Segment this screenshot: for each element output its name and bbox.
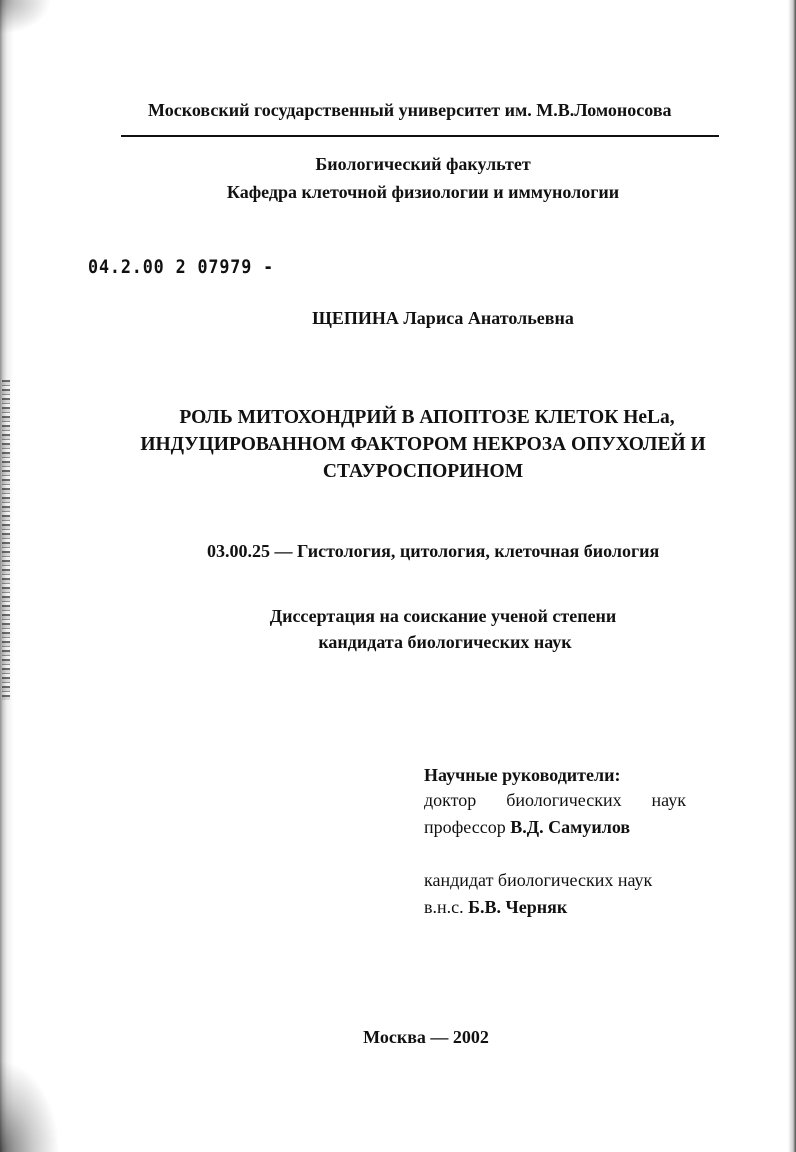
- supervisor-2-title: [424, 897, 567, 918]
- department-name: Кафедра клеточной физиологии и иммунологии: [226, 182, 620, 202]
- supervisor-1-title-prefix: профессор: [424, 817, 511, 837]
- supervisor-1-degree-word-1: доктор: [424, 790, 477, 810]
- thesis-title-line-2: ИНДУЦИРОВАННОМ ФАКТОРОМ НЕКРОЗА ОПУХОЛЕЙ И: [140, 434, 706, 455]
- city-and-year: Москва — 2002: [363, 1027, 489, 1047]
- supervisor-1-degree-word-3: наук: [651, 790, 686, 810]
- supervisor-2-degree: кандидат биологических наук: [424, 870, 653, 890]
- supervisor-1-degree: [424, 790, 686, 811]
- scan-corner-top-left: [0, 0, 60, 40]
- thesis-title-line-3: СТАУРОСПОРИНОМ: [322, 461, 524, 482]
- supervisor-2-name: Б.В. Черняк: [468, 897, 568, 917]
- archive-stamp-code: 04.2.00 2 07979 -: [88, 256, 275, 278]
- degree-statement-line-1: Диссертация на соискание ученой степени: [269, 606, 617, 626]
- university-name: Московский государственный университет им. М.В.Ломоносова: [148, 100, 672, 120]
- scan-corner-bottom-left: [0, 1060, 60, 1152]
- supervisor-1-title: [424, 817, 630, 838]
- header-divider: [121, 135, 719, 137]
- supervisor-1-name: В.Д. Самуилов: [510, 817, 631, 837]
- author-name: ЩЕПИНА Лариса Анатольевна: [312, 308, 574, 328]
- thesis-title-line-1: РОЛЬ МИТОХОНДРИЙ В АПОПТОЗЕ КЛЕТОК HeLa,: [179, 407, 675, 428]
- supervisor-2-title-prefix: в.н.с.: [424, 897, 469, 917]
- degree-statement-line-2: кандидата биологических наук: [318, 632, 572, 652]
- faculty-name: Биологический факультет: [315, 154, 531, 174]
- supervisors-heading: Научные руководители:: [424, 765, 621, 785]
- supervisor-1-degree-word-2: биологических: [506, 790, 622, 810]
- specialty-code: 03.00.25 — Гистология, цитология, клеточная биология: [207, 541, 660, 561]
